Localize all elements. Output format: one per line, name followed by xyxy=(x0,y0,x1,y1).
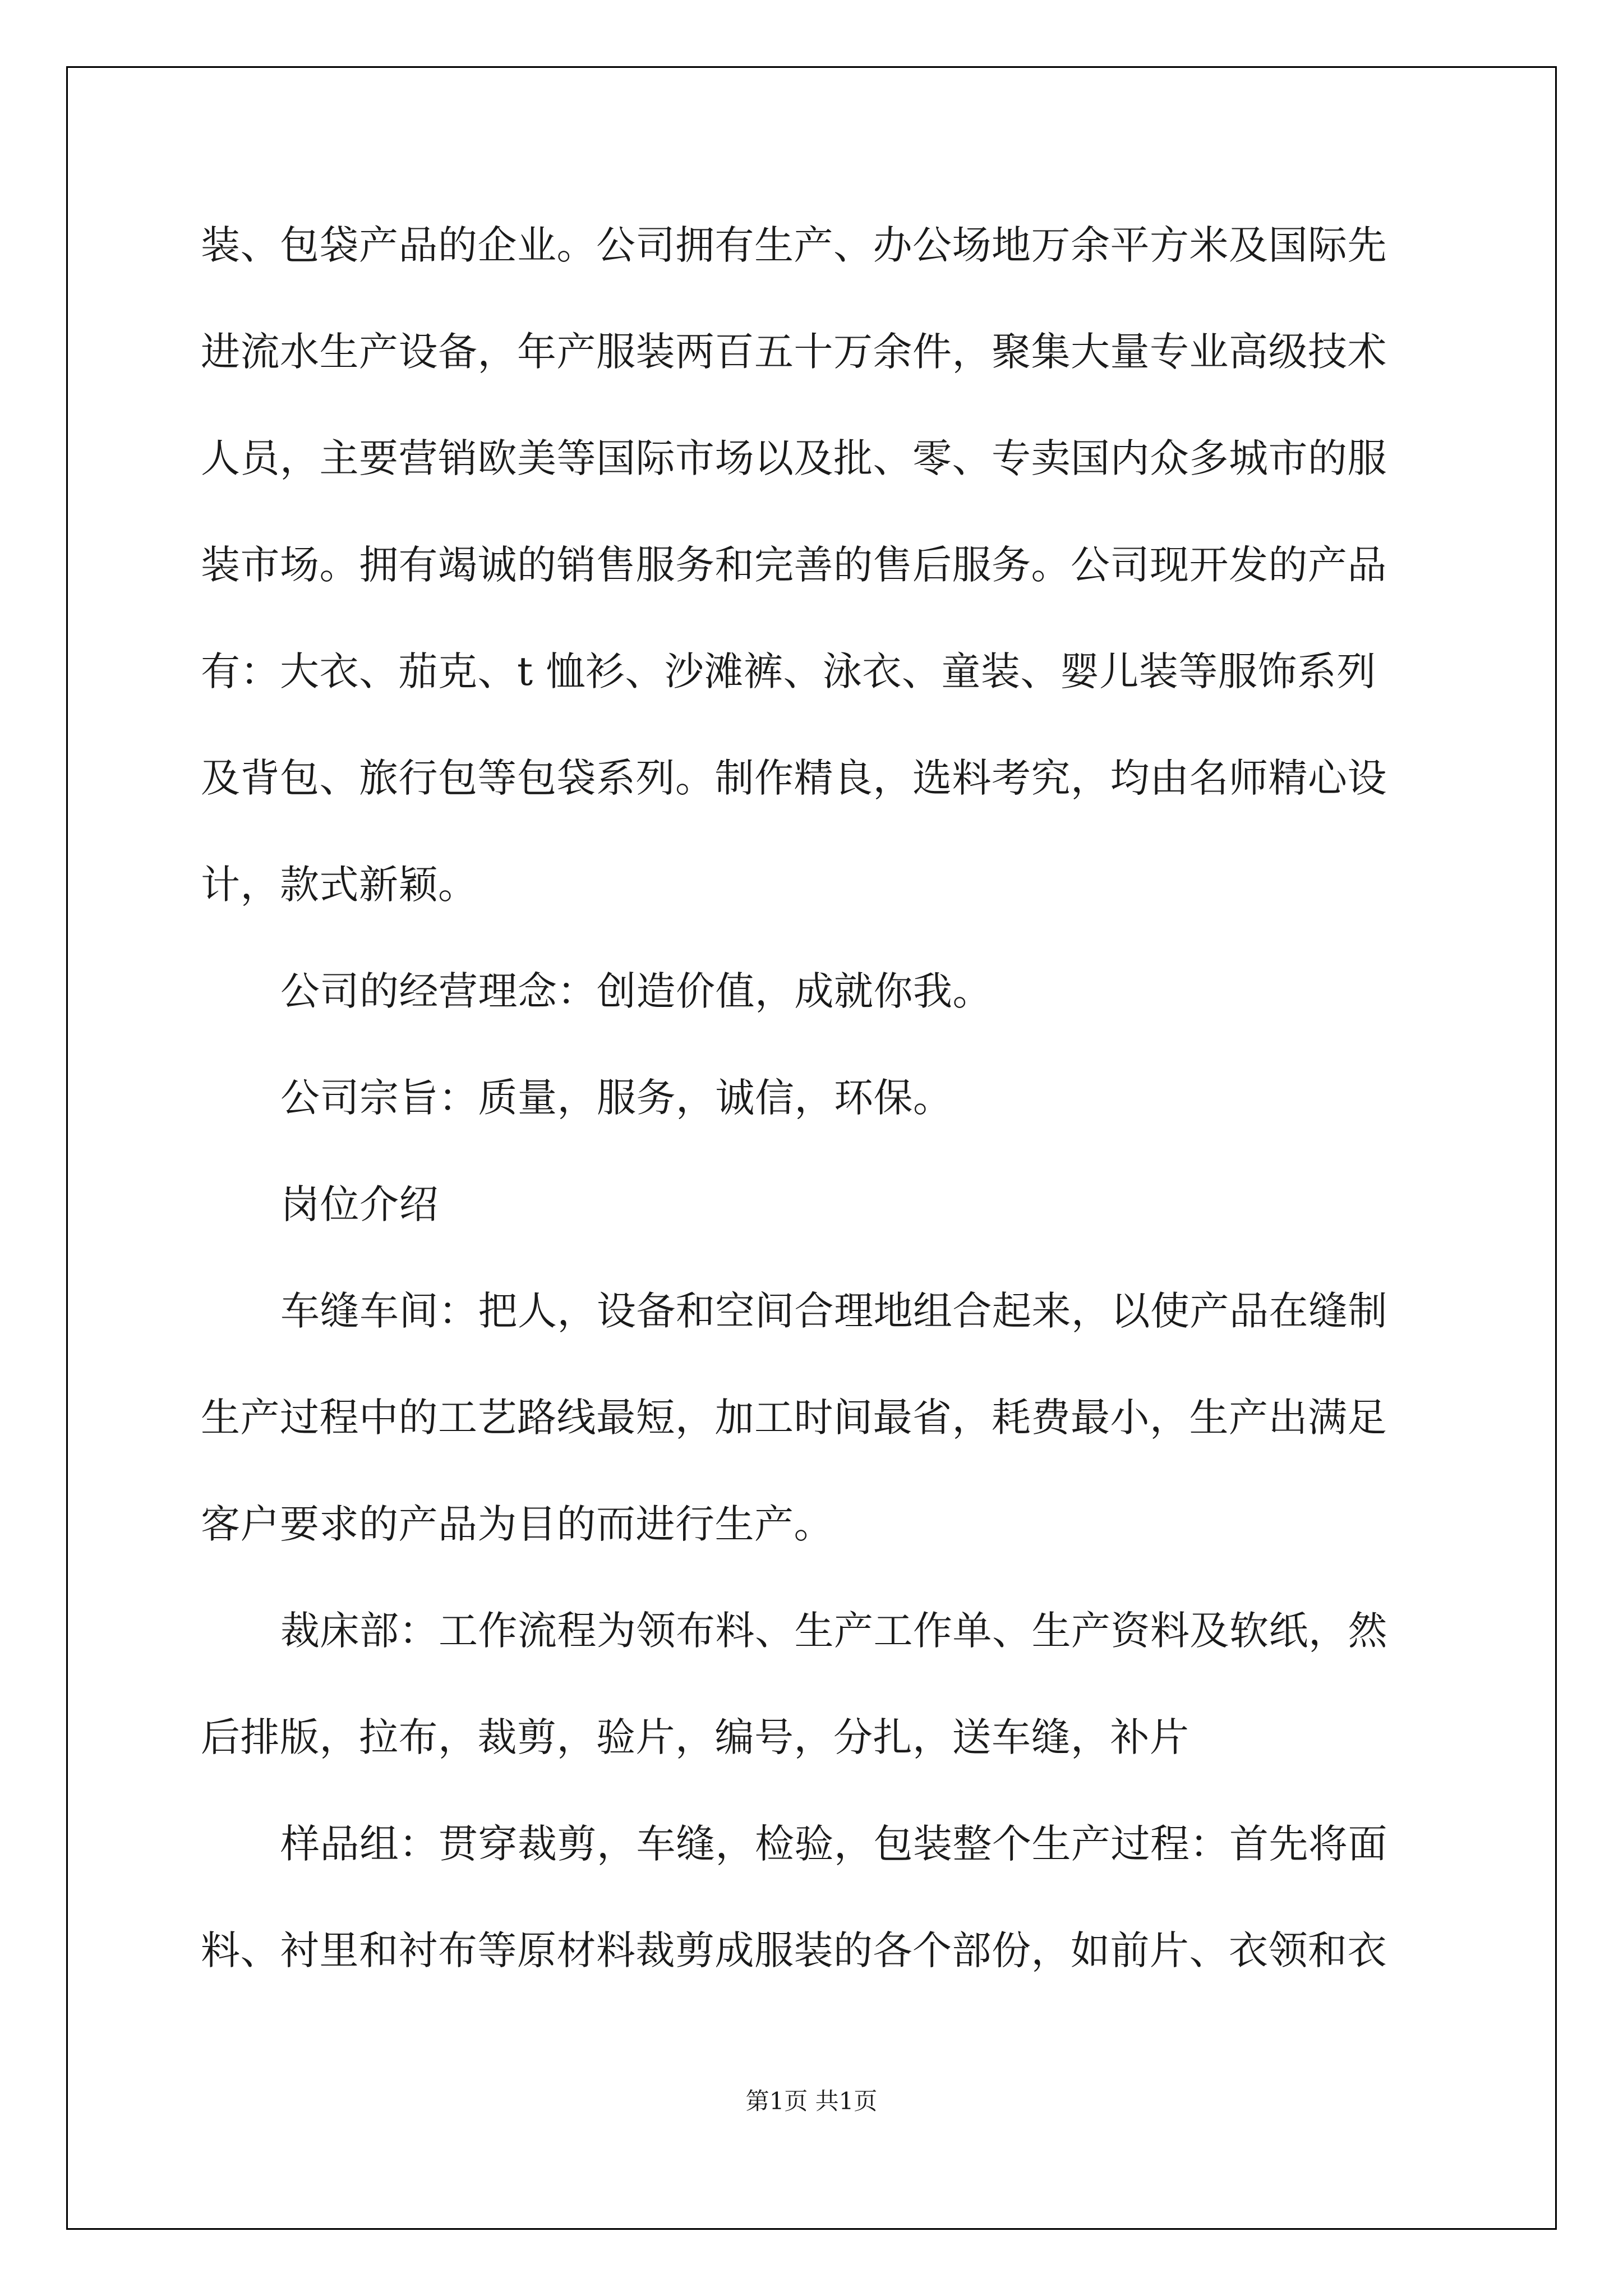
text-line: 后排版，拉布，裁剪，验片，编号，分扎，送车缝，补片 xyxy=(201,1714,1189,1760)
text-line: 及背包、旅行包等包袋系列。制作精良，选料考究，均由名师精心设 xyxy=(201,755,1387,801)
text-line: 生产过程中的工艺路线最短，加工时间最省，耗费最小，生产出满足 xyxy=(201,1395,1387,1441)
paragraph-line: 车缝车间：把人，设备和空间合理地组合起来，以使产品在缝制 xyxy=(280,1288,1387,1334)
text-line: 料、衬里和衬布等原材料裁剪成服装的各个部份，如前片、衣领和衣 xyxy=(201,1927,1387,1973)
text-line: 计，款式新颖。 xyxy=(201,862,478,908)
text-line: 客户要求的产品为目的而进行生产。 xyxy=(201,1501,833,1547)
paragraph-line: 样品组：贯穿裁剪，车缝，检验，包装整个生产过程：首先将面 xyxy=(280,1821,1387,1867)
text-line: 装市场。拥有竭诚的销售服务和完善的售后服务。公司现开发的产品 xyxy=(201,542,1387,588)
paragraph-line: 公司宗旨：质量，服务，诚信，环保。 xyxy=(280,1075,953,1121)
text-line: 装、包袋产品的企业。公司拥有生产、办公场地万余平方米及国际先 xyxy=(201,222,1387,268)
text-line: 有：大衣、茄克、t 恤衫、沙滩裤、泳衣、童装、婴儿装等服饰系列 xyxy=(201,648,1376,694)
page-number-footer: 第1页 共1页 xyxy=(745,2087,878,2115)
section-heading: 岗位介绍 xyxy=(280,1181,439,1227)
text-line: 进流水生产设备，年产服装两百五十万余件，聚集大量专业高级技术 xyxy=(201,329,1387,375)
page-border xyxy=(66,66,1557,2230)
text-line: 人员，主要营销欧美等国际市场以及批、零、专卖国内众多城市的服 xyxy=(201,435,1387,481)
paragraph-line: 裁床部：工作流程为领布料、生产工作单、生产资料及软纸，然 xyxy=(280,1608,1387,1654)
paragraph-line: 公司的经营理念：创造价值，成就你我。 xyxy=(280,968,992,1014)
